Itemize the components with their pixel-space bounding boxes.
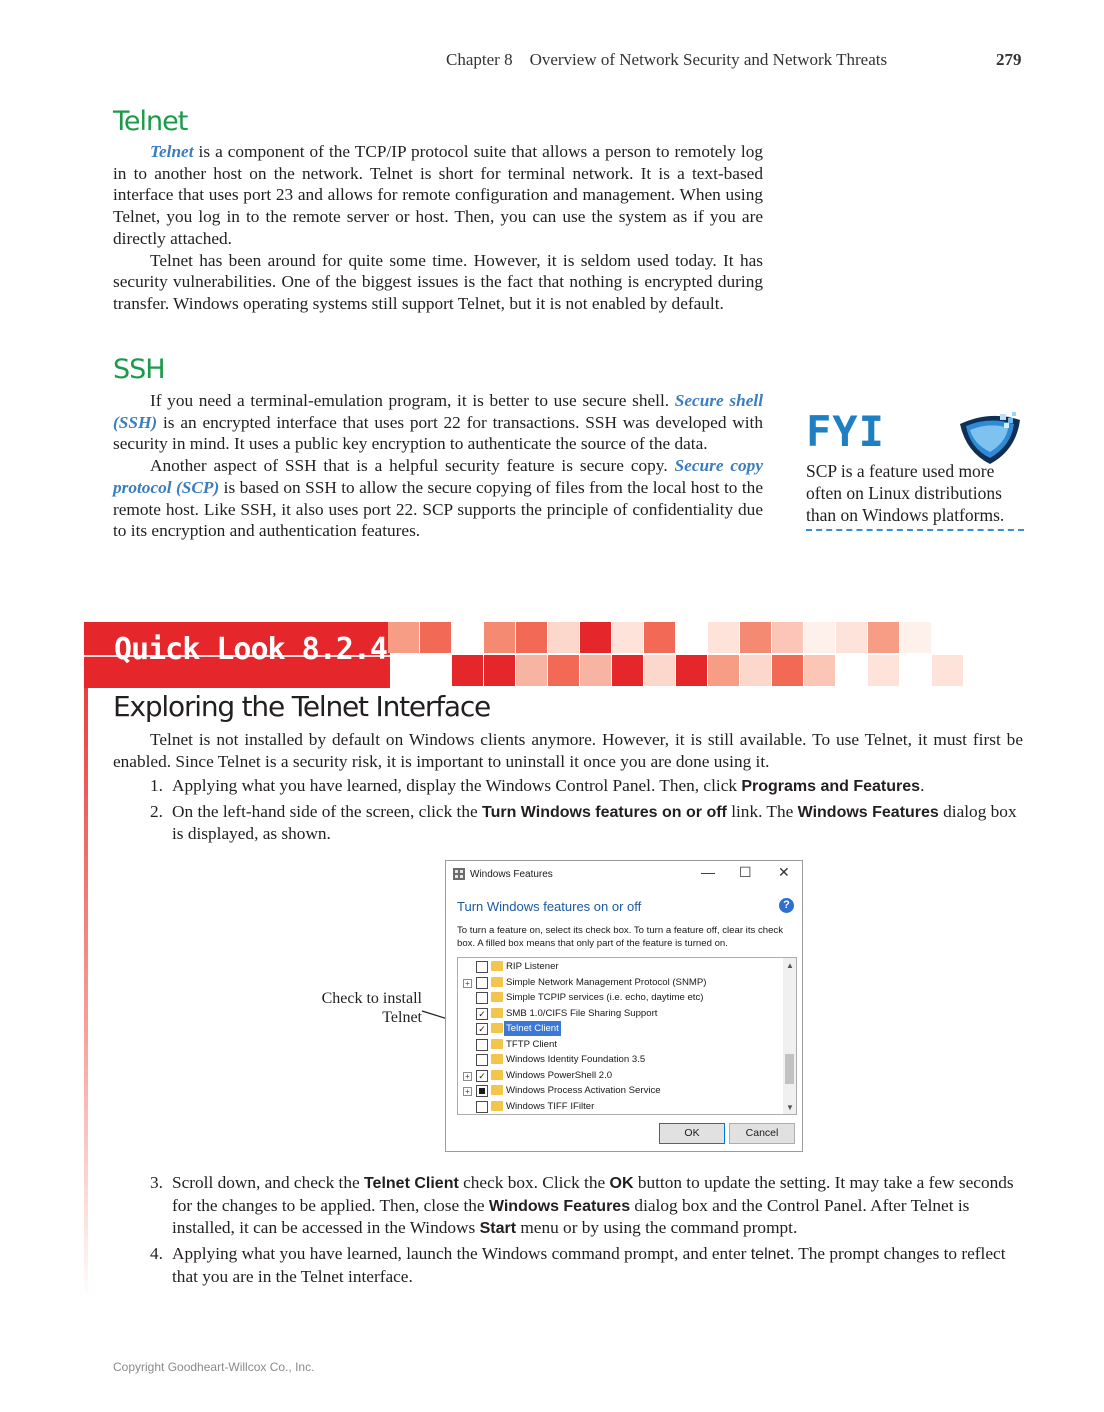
banner-square bbox=[548, 655, 579, 686]
step-text: menu or by using the command prompt. bbox=[516, 1218, 798, 1238]
ok-button[interactable]: OK bbox=[659, 1123, 725, 1144]
steps-list-top bbox=[113, 775, 1023, 845]
ssh-p2-text-a: Another aspect of SSH that is a helpful security feature is secure copy. bbox=[150, 456, 675, 476]
banner-square bbox=[516, 655, 547, 686]
banner-square bbox=[644, 655, 675, 686]
folder-icon bbox=[491, 977, 503, 987]
term-scp: Secure copy protocol (SCP) bbox=[113, 456, 763, 497]
step-text: . The prompt changes to reflect that you are in the Telnet interface. bbox=[172, 1244, 1006, 1286]
folder-icon bbox=[491, 1085, 503, 1095]
telnet-paragraph-2: Telnet has been around for quite some time. However, it is seldom used today. It has security vulnerabilities. One of the biggest issues is the fact that nothing is encrypted during transfer. Windows operating systems still support Telnet, but it is not enabled by default. bbox=[113, 250, 763, 313]
banner-square bbox=[516, 622, 547, 653]
feature-row[interactable] bbox=[458, 1021, 778, 1036]
step-text: check box. Click the bbox=[458, 1173, 610, 1192]
minimize-button[interactable]: — bbox=[701, 864, 715, 880]
step-number: 1. bbox=[150, 776, 163, 795]
folder-icon bbox=[491, 1039, 503, 1049]
feature-checkbox[interactable]: ✓ bbox=[476, 1023, 488, 1035]
feature-row[interactable] bbox=[458, 1083, 778, 1098]
page-number: 279 bbox=[996, 50, 1022, 69]
step-text: button to update the setting. It may take a few seconds for the changes to be applied. Then, close the bbox=[172, 1173, 1014, 1215]
quick-look-banner bbox=[84, 622, 984, 688]
step-2 bbox=[113, 801, 1023, 845]
feature-checkbox[interactable]: ✓ bbox=[476, 1070, 488, 1082]
banner-square bbox=[708, 622, 739, 653]
banner-square bbox=[484, 655, 515, 686]
feature-label: SMB 1.0/CIFS File Sharing Support bbox=[506, 1007, 658, 1019]
features-tree[interactable] bbox=[457, 957, 797, 1115]
ssh-p1-text-b: is an encrypted interface that uses port 22 for transactions. SSH was developed with security in mind. It uses a public key encryption to authenticate the source of the data. bbox=[113, 412, 763, 454]
running-header bbox=[446, 50, 1026, 74]
step-text: Applying what you have learned, launch the Windows command prompt, and enter bbox=[172, 1244, 751, 1264]
step-text: Scroll down, and check the bbox=[172, 1173, 364, 1192]
dialog-title: Windows Features bbox=[470, 869, 553, 880]
telnet-p1-text: is a component of the TCP/IP protocol suite that allows a person to remotely log in to another host on the network. Telnet is short for terminal network. It is a text-based interface that uses port 23 and allows for remote configuration and management. When using Telnet, you log in to the remote server or host. Then, you can use the system as if you are directly attached. bbox=[113, 142, 763, 248]
expand-icon[interactable]: + bbox=[463, 1087, 472, 1096]
steps-list-bottom bbox=[113, 1172, 1023, 1288]
ui-term: Windows Features bbox=[488, 1197, 631, 1215]
help-icon[interactable]: ? bbox=[779, 898, 794, 913]
banner-square bbox=[484, 622, 515, 653]
fyi-label: FYI bbox=[806, 407, 885, 456]
folder-icon bbox=[491, 992, 503, 1002]
scroll-down-icon[interactable]: ▼ bbox=[786, 1103, 794, 1112]
banner-square bbox=[708, 655, 739, 686]
feature-checkbox[interactable]: ✓ bbox=[476, 1008, 488, 1020]
banner-square bbox=[388, 622, 419, 653]
banner-square bbox=[772, 622, 803, 653]
section-heading-ssh: SSH bbox=[113, 354, 165, 385]
ssh-paragraph-1 bbox=[113, 390, 763, 455]
step-text: On the left-hand side of the screen, click the bbox=[172, 801, 482, 821]
step-text: link. The bbox=[726, 801, 798, 821]
dialog-heading: Turn Windows features on or off bbox=[457, 899, 642, 914]
ui-term: Start bbox=[479, 1220, 517, 1238]
windows-features-dialog bbox=[445, 860, 803, 1152]
feature-label: Simple TCPIP services (i.e. echo, daytime etc) bbox=[506, 992, 704, 1003]
windows-features-app-icon bbox=[453, 868, 465, 880]
feature-checkbox[interactable] bbox=[476, 977, 488, 989]
folder-icon bbox=[491, 961, 503, 971]
dialog-description: To turn a feature on, select its check box. To turn a feature off, clear its check box. A filled box means that only part of the feature is turned on. bbox=[457, 925, 784, 949]
feature-checkbox[interactable] bbox=[476, 1054, 488, 1066]
feature-label: Windows Identity Foundation 3.5 bbox=[506, 1054, 646, 1065]
banner-square bbox=[420, 622, 451, 653]
banner-square bbox=[932, 655, 963, 686]
feature-row[interactable] bbox=[458, 1006, 778, 1021]
banner-square bbox=[676, 655, 707, 686]
feature-row[interactable] bbox=[458, 1037, 778, 1052]
feature-checkbox[interactable] bbox=[476, 961, 488, 973]
ui-term: Telnet Client bbox=[363, 1175, 459, 1192]
step-text: dialog box is displayed, as shown. bbox=[172, 801, 1017, 844]
folder-icon bbox=[491, 1070, 503, 1080]
feature-label: RIP Listener bbox=[506, 961, 559, 972]
step-4 bbox=[113, 1243, 1023, 1287]
ssh-p2-text-b: is based on SSH to allow the secure copying of files from the local host to the remote host. Like SSH, it also uses port 22. SCP supports the principle of confidentiality due to its encryption and authentication features. bbox=[113, 477, 763, 541]
close-button[interactable]: ✕ bbox=[778, 864, 790, 880]
quick-look-intro bbox=[113, 729, 1023, 772]
feature-label: TFTP Client bbox=[506, 1038, 557, 1050]
banner-square bbox=[804, 655, 835, 686]
ui-term: Programs and Features bbox=[741, 778, 921, 795]
term-ssh: Secure shell (SSH) bbox=[113, 391, 764, 432]
quick-look-intro-text: Telnet is not installed by default on Windows clients anymore. However, it is still available. To use Telnet, it must first be enabled. Since Telnet is a security risk, it is important to uninstall it once you are done using it. bbox=[113, 730, 1023, 771]
step-text: Applying what you have learned, display the Windows Control Panel. Then, click bbox=[172, 776, 742, 795]
ui-term: OK bbox=[609, 1175, 634, 1192]
feature-row[interactable] bbox=[458, 975, 778, 990]
banner-square bbox=[580, 622, 611, 653]
expand-icon[interactable]: + bbox=[463, 1072, 472, 1081]
fyi-sidebar bbox=[806, 408, 1024, 531]
folder-icon bbox=[491, 1101, 503, 1111]
feature-label: Windows PowerShell 2.0 bbox=[506, 1069, 613, 1081]
feature-checkbox[interactable] bbox=[476, 1101, 488, 1113]
feature-checkbox[interactable] bbox=[476, 1039, 488, 1051]
scrollbar-thumb[interactable] bbox=[785, 1054, 794, 1084]
feature-row[interactable] bbox=[458, 1052, 778, 1067]
running-title: Chapter 8 Overview of Network Security and Network Threats bbox=[446, 50, 888, 69]
step-number: 2. bbox=[150, 801, 163, 821]
feature-row[interactable] bbox=[458, 1099, 778, 1114]
telnet-body bbox=[113, 141, 763, 315]
scroll-up-icon[interactable]: ▲ bbox=[786, 961, 794, 970]
banner-square bbox=[612, 622, 643, 653]
ui-term: Turn Windows features on or off bbox=[481, 803, 727, 821]
banner-square bbox=[612, 655, 643, 686]
step-3 bbox=[113, 1172, 1023, 1240]
ssh-p1-text-a: If you need a terminal-emulation program, it is better to use secure shell. bbox=[150, 391, 675, 410]
feature-checkbox[interactable] bbox=[476, 992, 488, 1004]
quick-look-tag: Quick Look 8.2.4 bbox=[114, 632, 387, 667]
quick-look-title: Exploring the Telnet Interface bbox=[113, 690, 491, 723]
ssh-body bbox=[113, 390, 763, 542]
expand-icon[interactable]: + bbox=[463, 979, 472, 988]
command-text: telnet bbox=[750, 1246, 790, 1264]
banner-square bbox=[452, 655, 483, 686]
banner-square bbox=[740, 655, 771, 686]
feature-label: Simple Network Management Protocol (SNMP) bbox=[506, 976, 707, 988]
banner-square bbox=[804, 622, 835, 653]
maximize-button[interactable]: ☐ bbox=[739, 864, 752, 880]
section-heading-telnet: Telnet bbox=[113, 106, 188, 137]
banner-square bbox=[868, 622, 899, 653]
cancel-button[interactable]: Cancel bbox=[729, 1123, 795, 1144]
feature-row[interactable] bbox=[458, 1068, 778, 1083]
folder-icon bbox=[491, 1008, 503, 1018]
banner-square bbox=[868, 655, 899, 686]
feature-label: Telnet Client bbox=[506, 1023, 559, 1034]
feature-checkbox[interactable] bbox=[476, 1085, 488, 1097]
folder-icon bbox=[491, 1054, 503, 1064]
term-telnet: Telnet bbox=[150, 142, 194, 161]
banner-square bbox=[900, 622, 931, 653]
feature-row[interactable] bbox=[458, 990, 778, 1005]
banner-square bbox=[644, 622, 675, 653]
banner-square bbox=[772, 655, 803, 686]
callout-label: Check to install Telnet bbox=[321, 990, 422, 1026]
feature-label: Windows Process Activation Service bbox=[506, 1085, 661, 1096]
banner-square bbox=[548, 622, 579, 653]
banner-square bbox=[580, 655, 611, 686]
step-text: dialog box and the Control Panel. After Telnet is installed, it can be accessed in the Windows bbox=[172, 1195, 970, 1238]
copyright-footer: Copyright Goodheart-Willcox Co., Inc. bbox=[113, 1360, 315, 1374]
step-text: . bbox=[920, 776, 925, 795]
folder-icon bbox=[491, 1023, 503, 1033]
step-number: 4. bbox=[150, 1244, 163, 1264]
fyi-text: SCP is a feature used more often on Linux distributions than on Windows platforms. bbox=[806, 460, 1024, 531]
features-scrollbar[interactable] bbox=[783, 958, 796, 1114]
shield-icon bbox=[956, 410, 1024, 466]
ui-term: Windows Features bbox=[797, 803, 939, 821]
feature-label: Windows TIFF IFilter bbox=[506, 1100, 595, 1112]
quick-look-side-bar bbox=[84, 622, 88, 1302]
banner-square bbox=[836, 622, 867, 653]
ssh-paragraph-2 bbox=[113, 455, 763, 542]
feature-row[interactable] bbox=[458, 959, 778, 974]
telnet-paragraph-1 bbox=[113, 141, 763, 250]
step-number: 3. bbox=[150, 1173, 163, 1192]
step-1 bbox=[113, 775, 1023, 798]
banner-square bbox=[740, 622, 771, 653]
